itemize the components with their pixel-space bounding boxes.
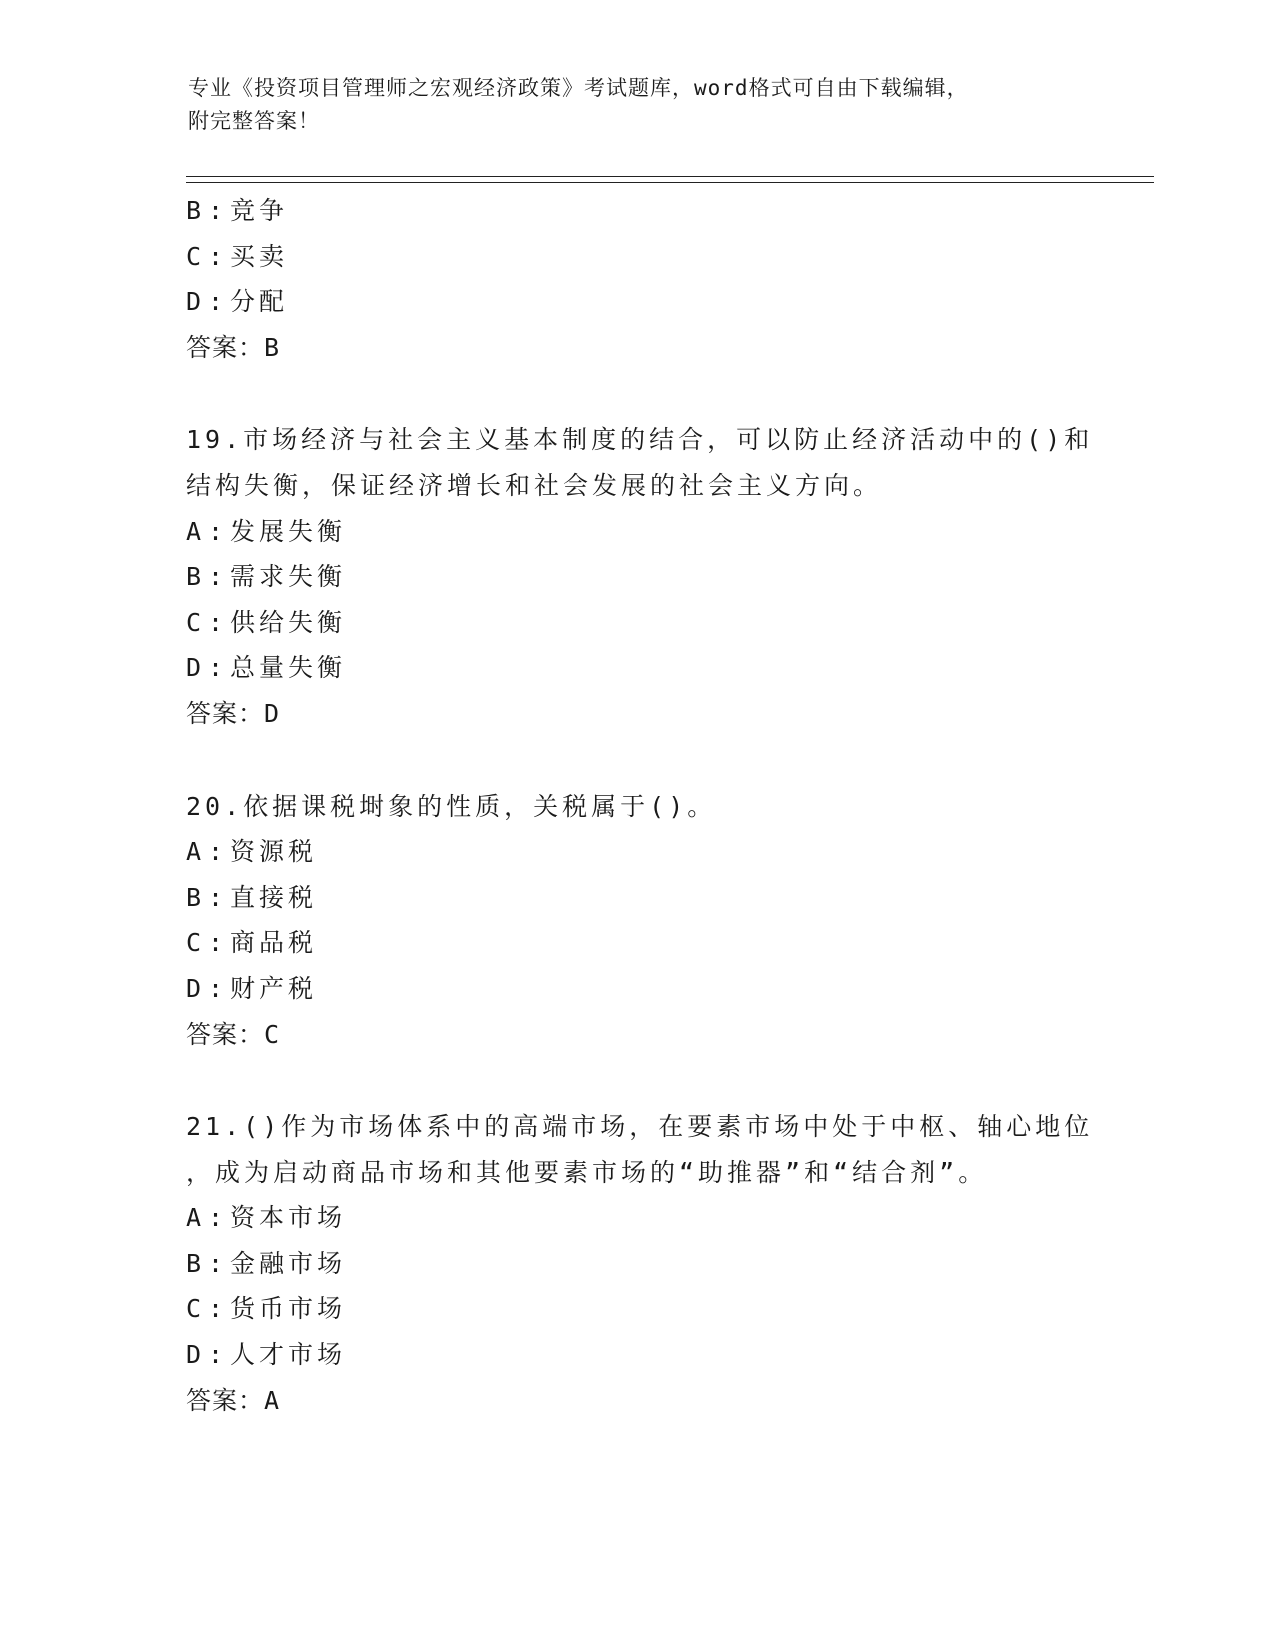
option-a: A : 发展失衡 [186,516,347,546]
question-stem-continued: ，成为启动商品市场和其他要素市场的“助推器”和“结合剂”。 [186,1157,988,1187]
question-20 [186,784,1086,1058]
header-divider [186,176,1154,183]
question-21 [186,1104,1094,1423]
option-b: B : 需求失衡 [186,562,347,592]
option-c: C : 商品税 [186,928,318,958]
question-19 [186,417,1094,736]
answer-line: 答案：A [186,1385,281,1415]
question-stem: 20.依据课税埘象的性质，关税属于()。 [186,791,717,821]
answer-line: 答案：C [186,1019,281,1049]
header-line-1: 专业《投资项目管理师之宏观经济政策》考试题库，word格式可自由下载编辑， [188,76,969,100]
option-c: C : 货币市场 [186,1294,347,1324]
question-content [186,188,1094,1423]
option-d: D : 总量失衡 [186,653,347,683]
answer-line: 答案：B [186,332,281,362]
option-d: D : 财产税 [186,973,318,1003]
option-a: A : 资本市场 [186,1203,347,1233]
header-line-2: 附完整答案！ [188,109,320,133]
option-d: D : 人才市场 [186,1340,347,1370]
option-c: C : 买卖 [186,241,289,271]
option-c: C : 供给失衡 [186,607,347,637]
option-b: B : 直接税 [186,882,318,912]
option-b: B : 金融市场 [186,1248,347,1278]
answer-line: 答案：D [186,698,281,728]
question-stem: 21.()作为市场体系中的高端市场，在要素市场中处于中枢、轴心地位 [186,1112,1094,1142]
question-18-continued [186,188,1086,370]
question-stem-continued: 结构失衡，保证经济增长和社会发展的社会主义方向。 [186,470,883,500]
document-header [188,72,1088,138]
option-b: B : 竞争 [186,196,289,225]
option-a: A : 资源税 [186,837,318,867]
option-d: D : 分配 [186,287,289,317]
question-stem: 19.市场经济与社会主义基本制度的结合，可以防止经济活动中的()和 [186,425,1094,455]
